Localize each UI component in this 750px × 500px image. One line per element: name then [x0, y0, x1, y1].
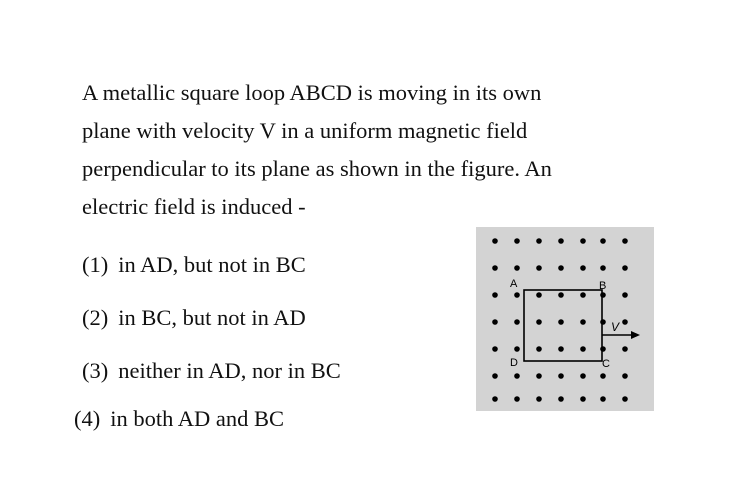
field-dot	[580, 373, 586, 379]
field-dot	[492, 319, 498, 325]
field-dot	[514, 373, 520, 379]
field-dot	[536, 373, 542, 379]
option-4[interactable]	[74, 405, 284, 433]
field-dot	[622, 373, 628, 379]
field-dot	[558, 265, 564, 271]
option-text: in BC, but not in AD	[118, 305, 306, 330]
field-dot	[536, 265, 542, 271]
field-dot	[580, 396, 586, 402]
field-dot	[622, 292, 628, 298]
question-line: A metallic square loop ABCD is moving in its own	[82, 80, 542, 105]
field-dot	[600, 265, 606, 271]
question-line: plane with velocity V in a uniform magnetic field	[82, 118, 528, 143]
option-number: (1)	[82, 252, 109, 277]
field-dot	[514, 238, 520, 244]
field-dot	[622, 265, 628, 271]
option-number: (4)	[74, 406, 101, 431]
field-dot	[600, 373, 606, 379]
option-1[interactable]	[82, 251, 306, 279]
question-line: perpendicular to its plane as shown in the figure. An	[82, 156, 552, 181]
field-dot	[492, 292, 498, 298]
field-dot	[600, 319, 606, 325]
field-dot	[514, 346, 520, 352]
field-dot	[600, 238, 606, 244]
field-dot	[558, 396, 564, 402]
field-dot	[536, 319, 542, 325]
field-dot	[536, 292, 542, 298]
field-dot	[558, 373, 564, 379]
option-number: (2)	[82, 305, 109, 330]
question-text	[82, 74, 622, 226]
field-dot	[600, 292, 606, 298]
field-dot	[492, 265, 498, 271]
field-dot	[492, 373, 498, 379]
field-dot	[622, 346, 628, 352]
field-dot	[622, 238, 628, 244]
field-dot	[514, 292, 520, 298]
label-a: A	[510, 278, 518, 290]
field-dot	[558, 319, 564, 325]
label-c: C	[602, 358, 610, 370]
field-dot	[514, 265, 520, 271]
field-dot	[536, 238, 542, 244]
field-dot	[536, 396, 542, 402]
field-dot	[580, 238, 586, 244]
field-dot	[514, 396, 520, 402]
label-b: B	[599, 280, 607, 292]
option-text: neither in AD, nor in BC	[118, 358, 341, 383]
field-dot	[622, 319, 628, 325]
option-2[interactable]	[82, 304, 306, 332]
field-dot	[558, 346, 564, 352]
option-text: in AD, but not in BC	[118, 252, 306, 277]
field-dot	[558, 238, 564, 244]
figure-background	[476, 227, 654, 411]
velocity-label: V	[611, 320, 620, 334]
field-dot	[492, 396, 498, 402]
field-dot	[600, 396, 606, 402]
option-3[interactable]	[82, 357, 341, 385]
field-dot	[492, 238, 498, 244]
field-dot	[558, 292, 564, 298]
field-dot	[580, 319, 586, 325]
field-dot	[492, 346, 498, 352]
field-dot	[580, 292, 586, 298]
field-dot	[580, 346, 586, 352]
field-dot	[514, 319, 520, 325]
field-dot	[580, 265, 586, 271]
field-dot	[622, 396, 628, 402]
option-number: (3)	[82, 358, 109, 383]
question-line: electric field is induced -	[82, 194, 306, 219]
option-text: in both AD and BC	[110, 406, 285, 431]
field-dot	[536, 346, 542, 352]
label-d: D	[510, 357, 518, 369]
field-dot	[600, 346, 606, 352]
magnetic-field-figure	[476, 227, 654, 411]
